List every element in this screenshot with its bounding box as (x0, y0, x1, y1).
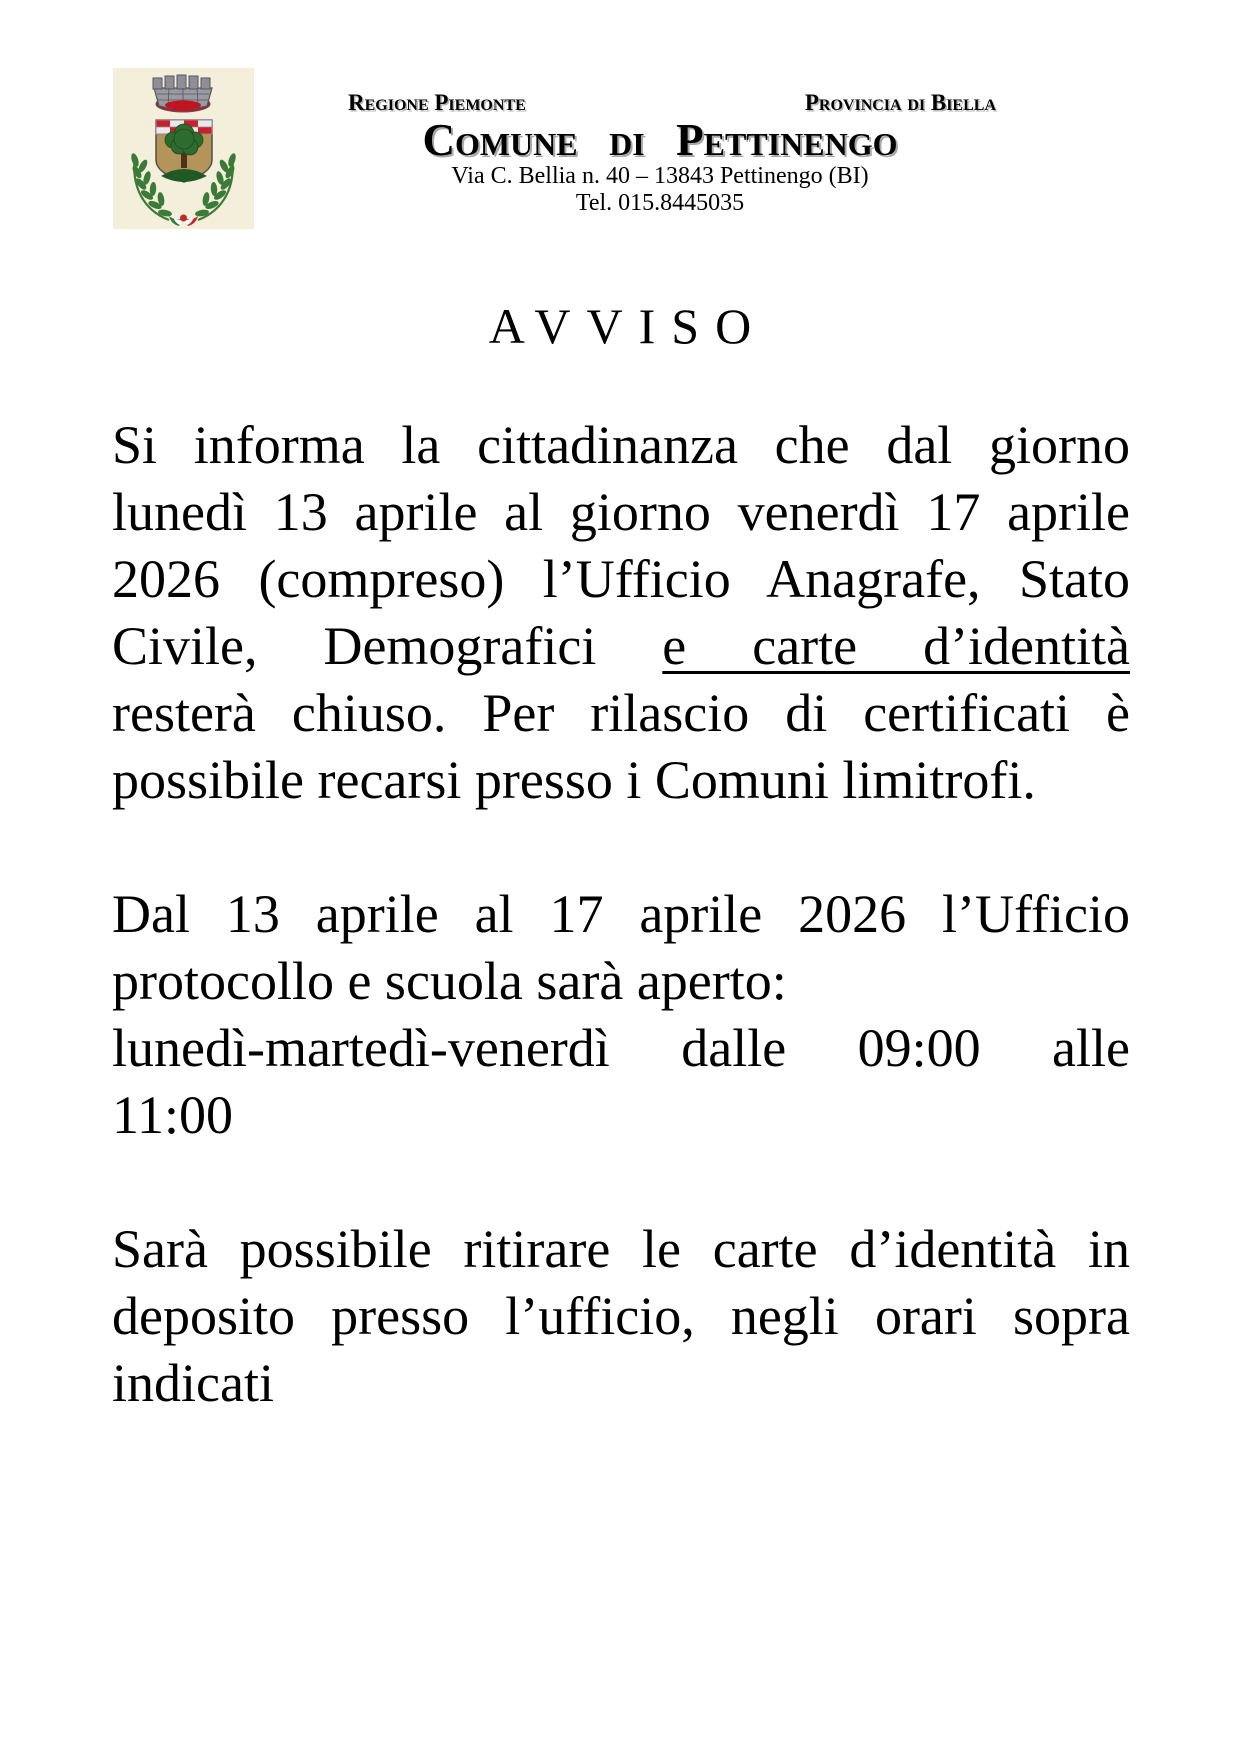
municipal-coat-of-arms (113, 68, 254, 229)
municipality-phone: Tel. 015.8445035 (575, 190, 745, 216)
text-line (112, 948, 1130, 1015)
paragraph-closure-notice (112, 412, 1130, 814)
province-label: Provincia di Biella (804, 90, 996, 115)
text-segment: lunedì-martedì-venerdì dalle 09:00 alle (112, 1018, 1130, 1078)
text-segment: resterà chiuso. Per rilascio di certificati è (112, 683, 1130, 743)
text-line (112, 479, 1130, 546)
underlined-text: e carte d’identità (662, 616, 1130, 676)
text-line (112, 1283, 1130, 1350)
header-gov-row (348, 90, 996, 116)
text-line (112, 1350, 1130, 1417)
notice-title: AVVISO (488, 298, 768, 354)
text-line (112, 881, 1130, 948)
text-segment: lunedì 13 aprile al giorno venerdì 17 aprile (112, 482, 1130, 542)
text-line (112, 1216, 1130, 1283)
region-label: Regione Piemonte (348, 90, 526, 115)
text-segment: Civile, Demografici (112, 616, 663, 676)
municipality-title: Comune di Pettinengo (422, 115, 898, 165)
text-segment: indicati (112, 1353, 274, 1413)
text-line (112, 613, 1130, 680)
text-segment: Si informa la cittadinanza che dal giorno (112, 415, 1130, 475)
text-segment: possibile recarsi presso i Comuni limitrofi. (112, 750, 1036, 810)
text-segment: Dal 13 aprile al 17 aprile 2026 l’Ufficio (112, 884, 1130, 944)
text-segment: protocollo e scuola sarà aperto: (112, 951, 787, 1011)
paragraph-id-card-pickup (112, 1216, 1130, 1417)
text-segment: Sarà possibile ritirare le carte d’identità in (112, 1219, 1130, 1279)
text-segment: 11:00 (112, 1085, 233, 1145)
mural-crown-icon (153, 75, 212, 112)
text-line (112, 1015, 1130, 1082)
text-line (112, 747, 1130, 814)
text-line (112, 680, 1130, 747)
paragraph-protocol-office-hours (112, 881, 1130, 1149)
notice-body (112, 412, 1130, 1417)
coat-of-arms-icon (113, 68, 254, 229)
shield-icon (156, 120, 212, 182)
text-line (112, 1082, 1130, 1149)
text-segment: 2026 (compreso) l’Ufficio Anagrafe, Stato (112, 549, 1130, 609)
municipality-address: Via C. Bellia n. 40 – 13843 Pettinengo (BI) (451, 163, 869, 189)
text-line (112, 546, 1130, 613)
text-line (112, 412, 1130, 479)
text-segment: deposito presso l’ufficio, negli orari sopra (112, 1286, 1130, 1346)
